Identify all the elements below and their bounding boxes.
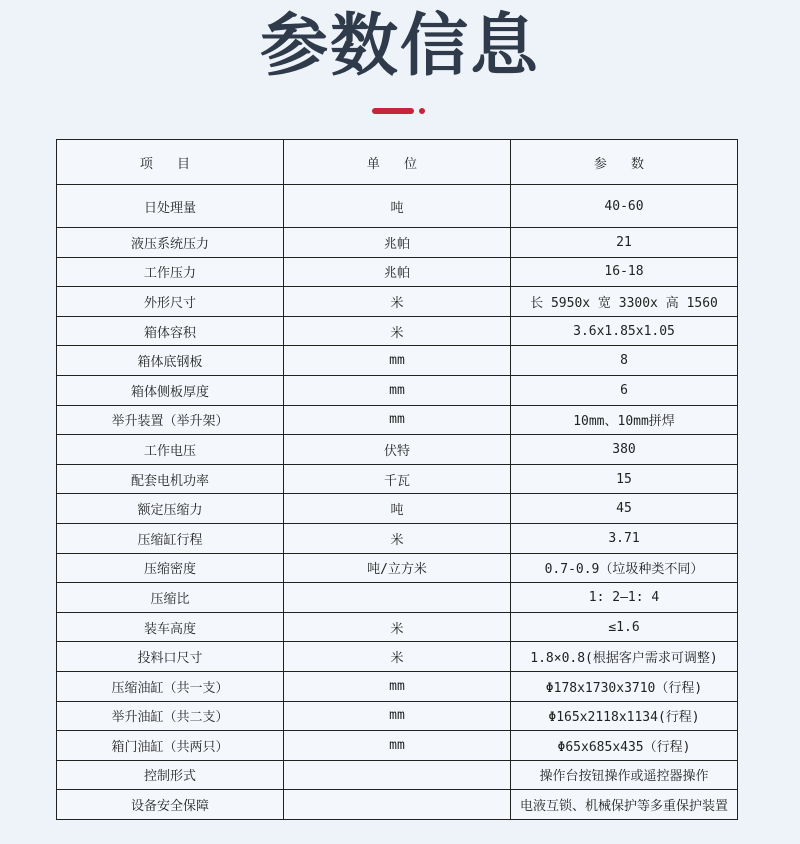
cell-unit: 米 (284, 642, 511, 672)
cell-unit (284, 760, 511, 790)
cell-item: 设备安全保障 (57, 790, 284, 820)
cell-unit: 兆帕 (284, 257, 511, 287)
cell-unit: 吨 (284, 494, 511, 524)
cell-item: 箱体底钢板 (57, 346, 284, 376)
header-value: 参 数 (511, 140, 738, 185)
table-row (57, 346, 738, 376)
cell-item: 举升装置（举升架） (57, 405, 284, 435)
title-underline-accent (372, 108, 425, 114)
cell-value: 380 (511, 435, 738, 465)
accent-bar (372, 108, 414, 114)
table-row (57, 583, 738, 613)
cell-value: 1.8×0.8(根据客户需求可调整) (511, 642, 738, 672)
table-row (57, 731, 738, 761)
cell-value: 3.71 (511, 523, 738, 553)
spec-table (56, 139, 738, 820)
cell-value: 16-18 (511, 257, 738, 287)
cell-value: 电液互锁、机械保护等多重保护装置 (511, 790, 738, 820)
table-row (57, 701, 738, 731)
cell-value: Φ178x1730x3710（行程) (511, 671, 738, 701)
cell-item: 配套电机功率 (57, 464, 284, 494)
table-row (57, 435, 738, 465)
cell-value: 6 (511, 375, 738, 405)
table-row (57, 553, 738, 583)
table-row (57, 790, 738, 820)
cell-value: 3.6x1.85x1.05 (511, 316, 738, 346)
table-row (57, 405, 738, 435)
cell-item: 装车高度 (57, 612, 284, 642)
table-row (57, 642, 738, 672)
cell-item: 箱门油缸（共两只） (57, 731, 284, 761)
cell-value: 21 (511, 228, 738, 258)
table-row (57, 375, 738, 405)
cell-unit: 千瓦 (284, 464, 511, 494)
table-row (57, 185, 738, 228)
table-row (57, 671, 738, 701)
header-item: 项 目 (57, 140, 284, 185)
cell-unit: mm (284, 671, 511, 701)
cell-item: 外形尺寸 (57, 287, 284, 317)
cell-unit: 兆帕 (284, 228, 511, 258)
cell-item: 举升油缸（共二支） (57, 701, 284, 731)
cell-item: 额定压缩力 (57, 494, 284, 524)
cell-unit: mm (284, 346, 511, 376)
table-row (57, 612, 738, 642)
cell-item: 工作电压 (57, 435, 284, 465)
cell-item: 液压系统压力 (57, 228, 284, 258)
cell-unit: 米 (284, 316, 511, 346)
cell-unit: 伏特 (284, 435, 511, 465)
cell-value: 8 (511, 346, 738, 376)
cell-unit: mm (284, 731, 511, 761)
header-unit: 单 位 (284, 140, 511, 185)
table-row (57, 257, 738, 287)
table-row (57, 228, 738, 258)
table-row (57, 494, 738, 524)
table-row (57, 316, 738, 346)
table-row (57, 464, 738, 494)
cell-unit: 米 (284, 612, 511, 642)
cell-item: 压缩比 (57, 583, 284, 613)
cell-value: 15 (511, 464, 738, 494)
cell-item: 控制形式 (57, 760, 284, 790)
cell-unit: mm (284, 701, 511, 731)
accent-dot (419, 108, 425, 114)
cell-unit: 米 (284, 287, 511, 317)
table-header-row (57, 140, 738, 185)
cell-value: 10mm、10mm拼焊 (511, 405, 738, 435)
cell-value: 45 (511, 494, 738, 524)
cell-value: 长 5950x 宽 3300x 高 1560 (511, 287, 738, 317)
page-title: 参数信息 (259, 7, 540, 86)
cell-unit: mm (284, 405, 511, 435)
cell-item: 压缩缸行程 (57, 523, 284, 553)
cell-unit: 吨/立方米 (284, 553, 511, 583)
cell-value: 40-60 (511, 185, 738, 228)
cell-value: Φ165x2118x1134(行程) (511, 701, 738, 731)
cell-unit (284, 790, 511, 820)
cell-item: 投料口尺寸 (57, 642, 284, 672)
table-row (57, 760, 738, 790)
cell-value: 0.7-0.9（垃圾种类不同） (511, 553, 738, 583)
cell-value: Φ65x685x435（行程) (511, 731, 738, 761)
cell-item: 压缩密度 (57, 553, 284, 583)
cell-value: ≤1.6 (511, 612, 738, 642)
cell-value: 操作台按钮操作或遥控器操作 (511, 760, 738, 790)
cell-unit: mm (284, 375, 511, 405)
cell-unit: 吨 (284, 185, 511, 228)
cell-item: 压缩油缸（共一支） (57, 671, 284, 701)
cell-item: 工作压力 (57, 257, 284, 287)
cell-item: 箱体容积 (57, 316, 284, 346)
cell-item: 箱体侧板厚度 (57, 375, 284, 405)
table-row (57, 287, 738, 317)
cell-unit: 米 (284, 523, 511, 553)
cell-item: 日处理量 (57, 185, 284, 228)
cell-value: 1: 2—1: 4 (511, 583, 738, 613)
cell-unit (284, 583, 511, 613)
table-row (57, 523, 738, 553)
